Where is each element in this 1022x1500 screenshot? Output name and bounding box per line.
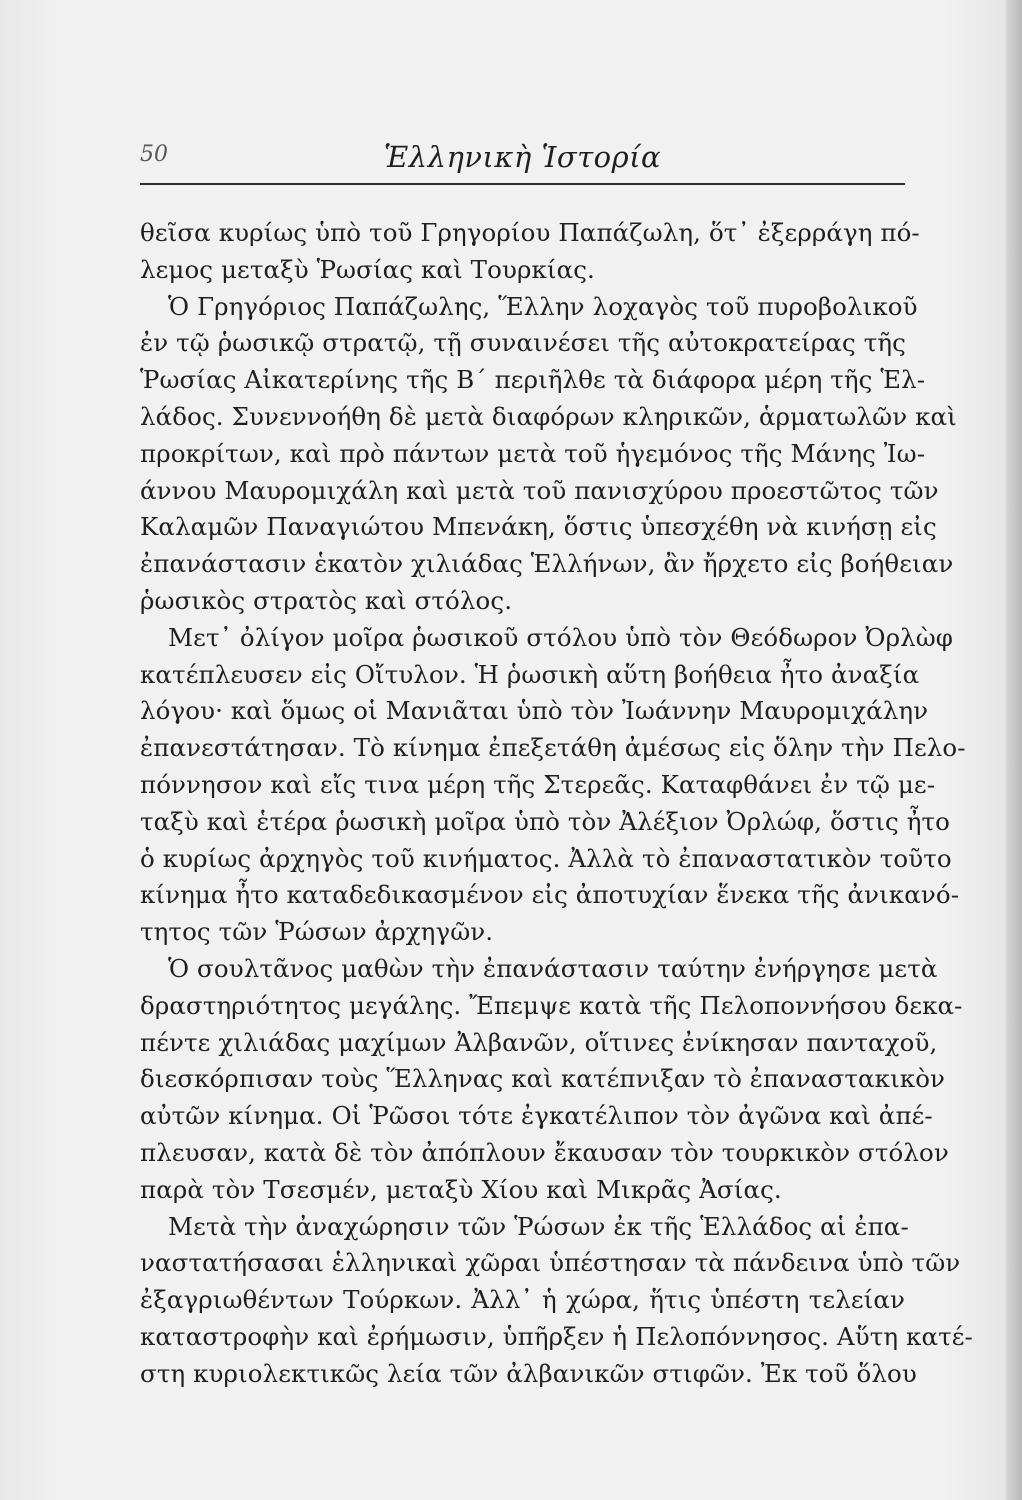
text-line: στη κυριολεκτικῶς λεία τῶν ἀλβανικῶν στιφῶν. Ἐκ τοῦ ὅλου — [140, 1358, 917, 1388]
text-line: καταστροφὴν καὶ ἐρήμωσιν, ὑπῆρξεν ἡ Πελοπόννησος. Αὕτη κατέ- — [140, 1321, 973, 1351]
text-line: ναστατήσασαι ἑλληνικαὶ χῶραι ὑπέστησαν τὰ πάνδεινα ὑπὸ τῶν — [140, 1248, 961, 1278]
text-line: προκρίτων, καὶ πρὸ πάντων μετὰ τοῦ ἡγεμόνος τῆς Μάνης Ἰω- — [140, 438, 926, 468]
text-line: Ῥωσίας Αἰκατερίνης τῆς Β΄ περιῆλθε τὰ διάφορα μέρη τῆς Ἑλ- — [140, 365, 926, 395]
text-line: ῥωσικὸς στρατὸς καὶ στόλος. — [140, 585, 513, 615]
page-number: 50 — [140, 142, 168, 167]
text-line: κίνημα ἦτο καταδεδικασμένον εἰς ἀποτυχίαν ἕνεκα τῆς ἀνικανό- — [140, 880, 960, 910]
text-line: κατέπλευσεν εἰς Οἴτυλον. Ἡ ῥωσικὴ αὕτη βοήθεια ἦτο ἀναξία — [140, 659, 920, 689]
text-line: ταξὺ καὶ ἑτέρα ῥωσικὴ μοῖρα ὑπὸ τὸν Ἀλέξιον Ὀρλώφ, ὅστις ἦτο — [140, 806, 950, 836]
text-line: λεμος μεταξὺ Ῥωσίας καὶ Τουρκίας. — [140, 254, 595, 284]
text-line: ἐπανεστάτησαν. Τὸ κίνημα ἐπεξετάθη ἀμέσως εἰς ὅλην τὴν Πελο- — [140, 733, 966, 763]
text-line: τητος τῶν Ῥώσων ἀρχηγῶν. — [140, 917, 494, 947]
text-line: παρὰ τὸν Τσεσμέν, μεταξὺ Χίου καὶ Μικρᾶς Ἀσίας. — [140, 1174, 782, 1204]
text-line: θεῖσα κυρίως ὑπὸ τοῦ Γρηγορίου Παπάζωλη, ὅτ᾽ ἐξερράγη πό- — [140, 218, 920, 247]
text-line: ἐν τῷ ῥωσικῷ στρατῷ, τῇ συναινέσει τῆς αὐτοκρατείρας τῆς — [140, 328, 906, 358]
text-line: ἐπανάστασιν ἑκατὸν χιλιάδας Ἑλλήνων, ἂν ἤρχετο εἰς βοήθειαν — [140, 549, 954, 579]
text-line: διεσκόρπισαν τοὺς Ἕλληνας καὶ κατέπνιξαν τὸ ἐπαναστακικὸν — [140, 1064, 946, 1094]
text-line: πόννησον καὶ εἴς τινα μέρη τῆς Στερεᾶς. Καταφθάνει ἐν τῷ με- — [140, 769, 936, 799]
text-line: ἐξαγριωθέντων Τούρκων. Ἀλλ᾽ ἡ χώρα, ἥτις ὑπέστη τελείαν — [140, 1285, 905, 1315]
page-header — [140, 140, 905, 184]
text-line: Μετὰ τὴν ἀναχώρησιν τῶν Ῥώσων ἐκ τῆς Ἑλλάδος αἱ ἐπα- — [168, 1211, 909, 1241]
page-edge — [1006, 0, 1022, 1500]
text-line: Ὁ Γρηγόριος Παπάζωλης, Ἕλλην λοχαγὸς τοῦ πυροβολικοῦ — [168, 291, 918, 321]
text-line: άννου Μαυρομιχάλη καὶ μετὰ τοῦ πανισχύρου προεστῶτος τῶν — [140, 475, 939, 505]
text-line: λόγου· καὶ ὅμως οἱ Μανιᾶται ὑπὸ τὸν Ἰωάννην Μαυρομιχάλην — [140, 696, 929, 726]
body-text — [140, 215, 973, 1393]
header-rule — [140, 183, 905, 185]
text-line: ὁ κυρίως ἀρχηγὸς τοῦ κινήματος. Ἀλλὰ τὸ ἐπαναστατικὸν τοῦτο — [140, 843, 952, 873]
text-line: Μετ᾽ ὀλίγον μοῖρα ῥωσικοῦ στόλου ὑπὸ τὸν Θεόδωρον Ὀρλὼφ — [168, 622, 954, 652]
text-line: Ὁ σουλτᾶνος μαθὼν τὴν ἐπανάστασιν ταύτην ἐνήργησε μετὰ — [168, 953, 938, 983]
text-line: πλευσαν, κατὰ δὲ τὸν ἀπόπλουν ἔκαυσαν τὸν τουρκικὸν στόλον — [140, 1137, 949, 1167]
text-line: πέντε χιλιάδας μαχίμων Ἀλβανῶν, οἵτινες ἐνίκησαν πανταχοῦ, — [140, 1027, 938, 1057]
text-line: δραστηριότητος μεγάλης. Ἔπεμψε κατὰ τῆς Πελοποννήσου δεκα- — [140, 990, 963, 1020]
text-line: αὐτῶν κίνημα. Οἱ Ῥῶσοι τότε ἐγκατέλιπον τὸν ἀγῶνα καὶ ἀπέ- — [140, 1101, 933, 1131]
text-line: λάδος. Συνεννοήθη δὲ μετὰ διαφόρων κληρικῶν, ἁρματωλῶν καὶ — [140, 401, 957, 431]
running-title: Ἑλληνικὴ Ἱστορία — [383, 140, 662, 174]
text-line: Καλαμῶν Παναγιώτου Μπενάκη, ὅστις ὑπεσχέθη νὰ κινήσῃ εἰς — [140, 512, 937, 542]
